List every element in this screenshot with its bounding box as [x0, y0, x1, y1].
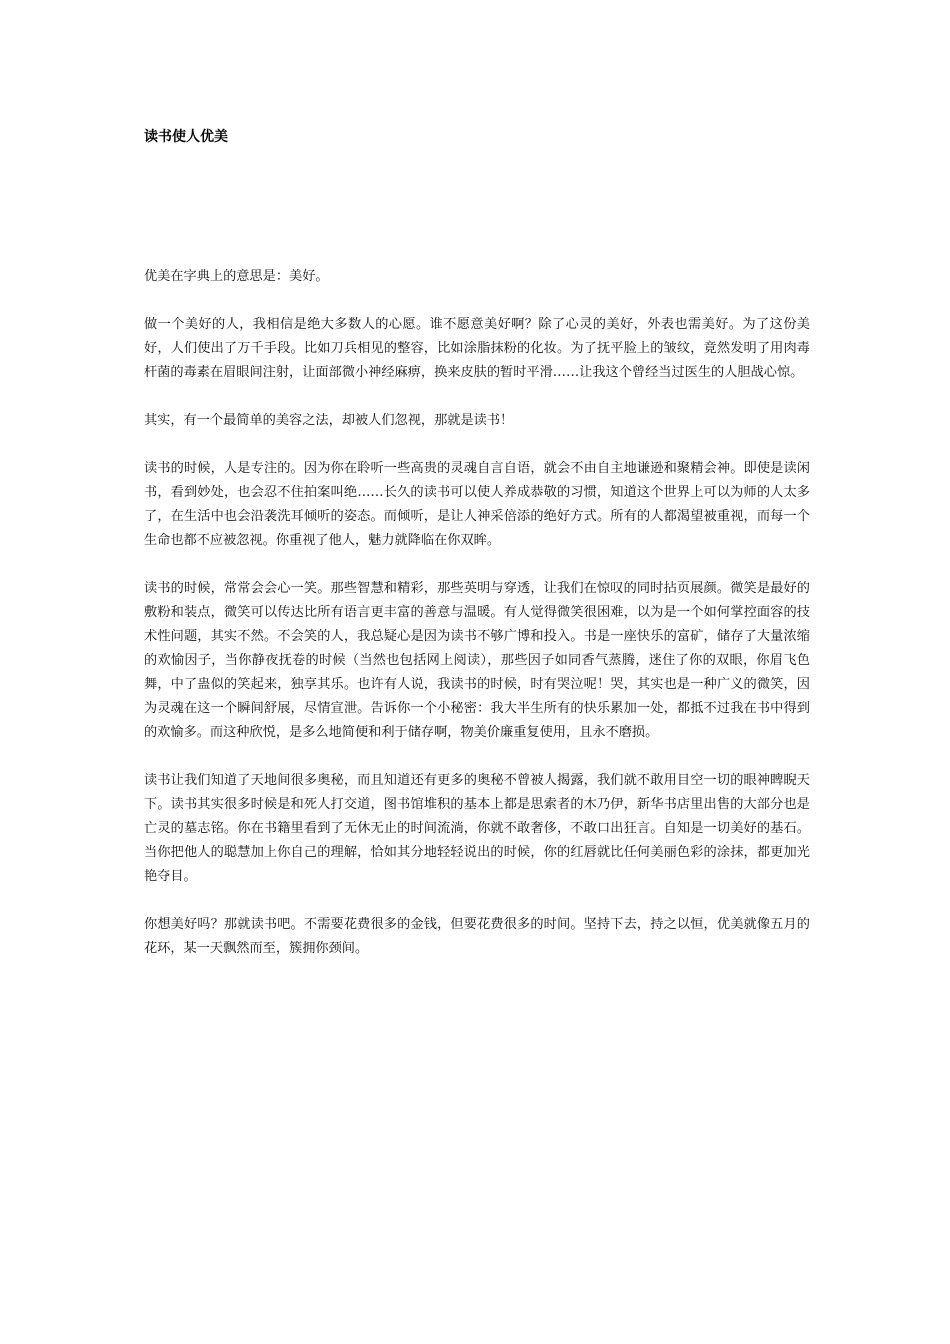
- paragraph-beauty-desire: 做一个美好的人，我相信是绝大多数人的心愿。谁不愿意美好啊？除了心灵的美好，外表也需美好。为了这份美好，人们使出了万千手段。比如刀兵相见的整容，比如涂脂抹粉的化妆。为了抚平脸上的皱纹，竟然发明了用肉毒杆菌的毒素在眉眼间注射，让面部微小神经麻痹，换来皮肤的暂时平滑……让我这个曾经当过医生的人胆战心惊。: [144, 317, 810, 380]
- document-title: 读书使人优美: [144, 129, 228, 145]
- paragraph-focus: 读书的时候，人是专注的。因为你在聆听一些高贵的灵魂自言自语，就会不由自主地谦逊和聚精会神。即使是读闲书，看到妙处，也会忍不住拍案叫绝……长久的读书可以使人养成恭敬的习惯，知道这个世界上可以为师的人太多了，在生活中也会沿袭洗耳倾听的姿态。而倾听，是让人神采倍添的绝好方式。所有的人都渴望被重视，而每一个生命也都不应被忽视。你重视了他人，魅力就降临在你双眸。: [144, 461, 810, 548]
- paragraph-definition: 优美在字典上的意思是：美好。: [144, 269, 329, 284]
- paragraph-conclusion: 你想美好吗？那就读书吧。不需要花费很多的金钱，但要花费很多的时间。坚持下去，持之以恒，优美就像五月的花环，某一天飘然而至，簇拥你颈间。: [144, 917, 810, 956]
- paragraph-smile: 读书的时候，常常会会心一笑。那些智慧和精彩，那些英明与穿透，让我们在惊叹的同时拈页展颜。微笑是最好的敷粉和装点，微笑可以传达比所有语言更丰富的善意与温暖。有人觉得微笑很困难，以为是一个如何掌控面容的技术性问题，其实不然。不会笑的人，我总疑心是因为读书不够广博和投入。书是一座快乐的富矿，储存了大量浓缩的欢愉因子，当你静夜抚卷的时候（当然也包括网上阅读），那些因子如同香气蒸腾，迷住了你的双眼，你眉飞色舞，中了蛊似的笑起来，独享其乐。也许有人说，我读书的时候，时有哭泣呢！哭，其实也是一种广义的微笑，因为灵魂在这一个瞬间舒展，尽情宣泄。告诉你一个小秘密：我大半生所有的快乐累加一处，都抵不过我在书中得到的欢愉多。而这种欣悦，是多么地简便和利于储存啊，物美价廉重复使用，且永不磨损。: [144, 581, 810, 740]
- paragraph-simple-method: 其实，有一个最简单的美容之法，却被人们忽视，那就是读书！: [144, 413, 514, 428]
- paragraph-humility: 读书让我们知道了天地间很多奥秘，而且知道还有更多的奥秘不曾被人揭露，我们就不敢用目空一切的眼神睥睨天下。读书其实很多时候是和死人打交道，图书馆堆积的基本上都是思索者的木乃伊，新华书店里出售的大部分也是亡灵的墓志铭。你在书籍里看到了无休无止的时间流淌，你就不敢奢侈，不敢口出狂言。自知是一切美好的基石。当你把他人的聪慧加上你自己的理解，恰如其分地轻轻说出的时候，你的红唇就比任何美丽色彩的涂抹，都更加光艳夺目。: [144, 773, 810, 884]
- document-body: [144, 265, 810, 985]
